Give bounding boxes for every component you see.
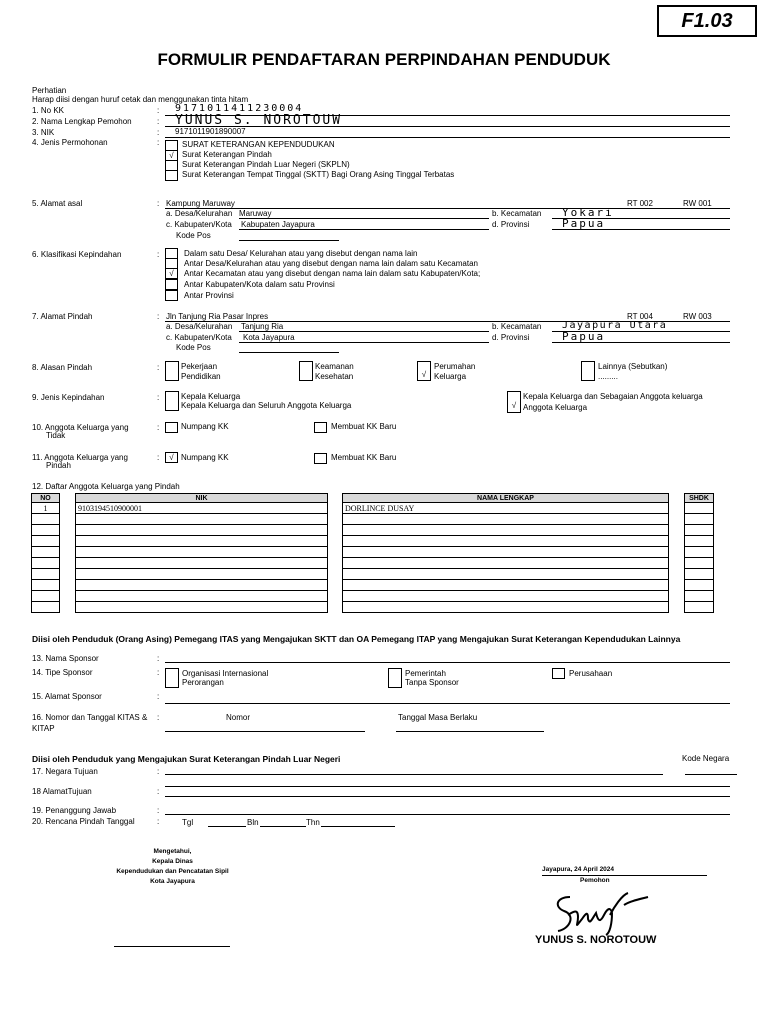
skpln-heading: Diisi oleh Penduduk yang Mengajukan Surat Keterangan Pindah Luar Negeri bbox=[32, 754, 341, 764]
signature-left-4: Kota Jayapura bbox=[150, 878, 195, 885]
jenis-option-1: SURAT KETERANGAN KEPENDUDUKAN bbox=[182, 140, 335, 149]
rencana-thn-label: Thn bbox=[306, 818, 320, 827]
alamat-asal-rt[interactable]: RT 002 bbox=[627, 199, 653, 208]
signature-left-1: Mengetahui, bbox=[153, 848, 192, 855]
alamat-pindah-prov-label: d. Provinsi bbox=[492, 333, 530, 342]
sponsor-checkbox-1[interactable] bbox=[165, 668, 179, 688]
table-nama-column bbox=[342, 493, 669, 613]
nik-label: 3. NIK bbox=[32, 128, 55, 137]
daftar-label: 12. Daftar Anggota Keluarga yang Pindah bbox=[32, 482, 180, 491]
tidak-baru-label: Membuat KK Baru bbox=[331, 422, 397, 431]
penanggung-label: 19. Penanggung Jawab bbox=[32, 806, 117, 815]
kepindahan-option-4: Anggota Keluarga bbox=[523, 403, 588, 412]
nama-label: 2. Nama Lengkap Pemohon bbox=[32, 117, 132, 126]
kode-negara-label: Kode Negara bbox=[682, 754, 730, 763]
alamat-asal-kab-label: c. Kabupaten/Kota bbox=[166, 220, 232, 229]
klasifikasi-option-3: Antar Kecamatan atau yang disebut dengan nama lain dalam satu Kabupaten/Kota; bbox=[184, 269, 481, 278]
jenis-option-3: Surat Keterangan Pindah Luar Negeri (SKPLN) bbox=[182, 160, 350, 169]
signature-role: Pemohon bbox=[580, 877, 610, 884]
alasan-checkbox-3[interactable]: √ bbox=[417, 361, 431, 381]
pindah-baru-checkbox[interactable] bbox=[314, 453, 327, 464]
anggota-pindah-label: 11. Anggota Keluarga yang bbox=[32, 453, 128, 462]
kepindahan-checkbox-2[interactable]: √ bbox=[507, 391, 521, 413]
alasan-lainnya: Lainnya (Sebutkan) bbox=[598, 362, 668, 371]
sponsor-pemerintah: Pemerintah bbox=[405, 669, 446, 678]
alamat-asal-kec-label: b. Kecamatan bbox=[492, 209, 542, 218]
alasan-keamanan: Keamanan bbox=[315, 362, 354, 371]
table-cell-no[interactable]: 1 bbox=[32, 503, 60, 514]
alasan-kesehatan: Kesehatan bbox=[315, 372, 354, 381]
no-kk-label: 1. No KK bbox=[32, 106, 65, 115]
jenis-label: 4. Jenis Permohonan bbox=[32, 138, 108, 147]
sponsor-checkbox-2[interactable] bbox=[388, 668, 402, 688]
table-cell-nik[interactable]: 9103194510900001 bbox=[76, 503, 328, 514]
alamat-asal-desa[interactable]: Maruway bbox=[239, 209, 272, 218]
sponsor-perusahaan: Perusahaan bbox=[569, 669, 613, 678]
alamat-pindah-prov[interactable]: Papua bbox=[562, 330, 606, 343]
alamat-pindah-kab[interactable]: Kota Jayapura bbox=[243, 333, 295, 342]
alamat-pindah-rw[interactable]: RW 003 bbox=[683, 312, 712, 321]
klasifikasi-checkbox-5[interactable] bbox=[165, 290, 178, 301]
klasifikasi-option-5: Antar Provinsi bbox=[184, 291, 234, 300]
form-code: F1.03 bbox=[657, 5, 757, 37]
alasan-pekerjaan: Pekerjaan bbox=[181, 362, 218, 371]
notice-text: Harap diisi dengan huruf cetak dan menggunakan tinta hitam bbox=[32, 95, 249, 104]
sponsor-tanpa: Tanpa Sponsor bbox=[405, 678, 459, 687]
alasan-label: 8. Alasan Pindah bbox=[32, 363, 93, 372]
alamat-asal-prov[interactable]: Papua bbox=[562, 217, 606, 230]
rencana-tgl-label: Tgl bbox=[182, 818, 194, 827]
anggota-tidak-label-2: Tidak bbox=[46, 431, 66, 440]
table-nik-column bbox=[75, 493, 328, 613]
kepindahan-option-1: Kepala Keluarga bbox=[181, 392, 241, 401]
klasifikasi-label: 6. Klasifikasi Kepindahan bbox=[32, 250, 122, 259]
table-cell-shdk[interactable] bbox=[685, 503, 714, 514]
jenis-kepindahan-label: 9. Jenis Kepindahan bbox=[32, 393, 105, 402]
alamat-pindah-desa[interactable]: Tanjung Ria bbox=[241, 322, 284, 331]
jenis-checkbox-4[interactable] bbox=[165, 170, 178, 181]
kepindahan-option-3: Kepala Keluarga dan Sebagaian Anggota keluarga bbox=[523, 392, 703, 401]
jenis-option-4: Surat Keterangan Tempat Tinggal (SKTT) Bagi Orang Asing Tinggal Terbatas bbox=[182, 170, 455, 179]
sponsor-perorangan: Perorangan bbox=[182, 678, 224, 687]
alamat-asal-jalan[interactable]: Kampung Maruway bbox=[166, 199, 235, 208]
signature-left-2: Kepala Dinas bbox=[152, 858, 193, 865]
alamat-asal-prov-label: d. Provinsi bbox=[492, 220, 530, 229]
alamat-tujuan-label: 18 AlamatTujuan bbox=[32, 787, 92, 796]
tidak-numpang-checkbox[interactable] bbox=[165, 422, 178, 433]
kitas-label: 16. Nomor dan Tanggal KITAS & bbox=[32, 713, 148, 722]
alamat-pindah-kab-label: c. Kabupaten/Kota bbox=[166, 333, 232, 342]
col-shdk-header: SHDK bbox=[685, 494, 714, 503]
alamat-pindah-desa-label: a. Desa/Kelurahan bbox=[166, 322, 233, 331]
anggota-pindah-label-2: Pindah bbox=[46, 461, 71, 470]
sponsor-nama-label: 13. Nama Sponsor bbox=[32, 654, 99, 663]
jenis-option-2: Surat Keterangan Pindah bbox=[182, 150, 272, 159]
signature-left-3: Kependudukan dan Pencatatan Sipil bbox=[116, 868, 229, 875]
signature-left-block bbox=[110, 847, 235, 887]
table-cell-nama[interactable]: DORLINCE DUSAY bbox=[343, 503, 669, 514]
sponsor-organisasi: Organisasi Internasional bbox=[182, 669, 269, 678]
nama-value[interactable]: YUNUS S. NOROTOUW bbox=[175, 113, 343, 128]
page-title: FORMULIR PENDAFTARAN PERPINDAHAN PENDUDUK bbox=[157, 50, 611, 69]
signature-name: YUNUS S. NOROTOUW bbox=[535, 934, 657, 946]
alamat-asal-label: 5. Alamat asal bbox=[32, 199, 83, 208]
rencana-bln-label: Bln bbox=[247, 818, 259, 827]
alamat-pindah-kodepos-label: Kode Pos bbox=[176, 343, 211, 352]
alamat-pindah-kec[interactable]: Jayapura Utara bbox=[562, 320, 668, 331]
signature-mark bbox=[548, 885, 653, 940]
sponsor-checkbox-3[interactable] bbox=[552, 668, 565, 679]
col-nik-header: NIK bbox=[76, 494, 328, 503]
klasifikasi-option-2: Antar Desa/Kelurahan atau yang disebut dengan nama lain dalam satu Kecamatan bbox=[184, 259, 478, 268]
anggota-tidak-label: 10. Anggota Keluarga yang bbox=[32, 423, 129, 432]
col-nama-header: NAMA LENGKAP bbox=[343, 494, 669, 503]
alamat-pindah-kec-label: b. Kecamatan bbox=[492, 322, 542, 331]
alamat-asal-rw[interactable]: RW 001 bbox=[683, 199, 712, 208]
kitas-tanggal-label: Tanggal Masa Berlaku bbox=[398, 713, 478, 722]
pindah-numpang-checkbox[interactable]: √ bbox=[165, 452, 178, 463]
sponsor-tipe-label: 14. Tipe Sponsor bbox=[32, 668, 93, 677]
pindah-numpang-label: Numpang KK bbox=[181, 453, 229, 462]
sponsor-heading: Diisi oleh Penduduk (Orang Asing) Pemegang ITAS yang Mengajukan SKTT dan OA Pemegang ITAP yang Mengajukan Surat Keterangan Kependudukan Lainnya bbox=[32, 634, 681, 644]
negara-label: 17. Negara Tujuan bbox=[32, 767, 98, 776]
alasan-checkbox-2[interactable] bbox=[299, 361, 313, 381]
klasifikasi-option-1: Dalam satu Desa/ Kelurahan atau yang disebut dengan nama lain bbox=[184, 249, 418, 258]
col-no-header: NO bbox=[32, 494, 60, 503]
sponsor-alamat-label: 15. Alamat Sponsor bbox=[32, 692, 102, 701]
alasan-checkbox-4[interactable] bbox=[581, 361, 595, 381]
pindah-baru-label: Membuat KK Baru bbox=[331, 453, 397, 462]
tidak-numpang-label: Numpang KK bbox=[181, 422, 229, 431]
alamat-asal-desa-label: a. Desa/Kelurahan bbox=[166, 209, 233, 218]
no-kk-value[interactable]: 9171011411230004 bbox=[175, 103, 304, 114]
table-no-column bbox=[31, 493, 60, 613]
alamat-pindah-rt[interactable]: RT 004 bbox=[627, 312, 653, 321]
nik-value[interactable]: 9171011901890007 bbox=[175, 127, 246, 136]
jenis-checkbox-2[interactable]: √ bbox=[165, 150, 178, 161]
kitas-nomor-label: Nomor bbox=[226, 713, 251, 722]
klasifikasi-checkbox-3[interactable]: √ bbox=[165, 268, 178, 279]
alasan-checkbox-1[interactable] bbox=[165, 361, 179, 381]
rencana-label: 20. Rencana Pindah Tanggal bbox=[32, 817, 135, 826]
alasan-perumahan: Perumahan bbox=[434, 362, 476, 371]
kitas-label-2: KITAP bbox=[32, 724, 55, 733]
alamat-pindah-jalan[interactable]: Jln Tanjung Ria Pasar Inpres bbox=[166, 312, 269, 321]
table-shdk-column bbox=[684, 493, 714, 613]
kepindahan-option-2: Kepala Keluarga dan Seluruh Anggota Keluarga bbox=[181, 401, 352, 410]
klasifikasi-option-4: Antar Kabupaten/Kota dalam satu Provinsi bbox=[184, 280, 335, 289]
alamat-asal-kab[interactable]: Kabupaten Jayapura bbox=[241, 220, 315, 229]
kepindahan-checkbox-1[interactable] bbox=[165, 391, 179, 411]
alasan-pendidikan: Pendidikan bbox=[181, 372, 221, 381]
notice-heading: Perhatian bbox=[32, 86, 67, 95]
alamat-asal-kodepos-label: Kode Pos bbox=[176, 231, 211, 240]
alamat-asal-kec[interactable]: Yokari bbox=[562, 206, 614, 219]
klasifikasi-checkbox-4[interactable] bbox=[165, 279, 178, 290]
alasan-lainnya-fill[interactable]: ......... bbox=[598, 372, 619, 381]
place-date: Jayapura, 24 April 2024 bbox=[542, 866, 615, 873]
tidak-baru-checkbox[interactable] bbox=[314, 422, 327, 433]
alamat-pindah-label: 7. Alamat Pindah bbox=[32, 312, 93, 321]
alasan-keluarga: Keluarga bbox=[434, 372, 467, 381]
